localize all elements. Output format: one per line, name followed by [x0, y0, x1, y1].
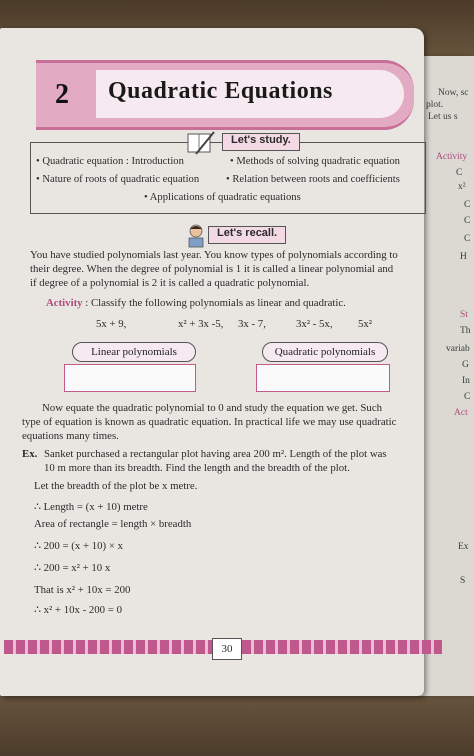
lets-study-tab: Let's study. — [222, 133, 300, 151]
solution-line: ∴ 200 = x² + 10 x — [34, 562, 111, 574]
study-item: • Applications of quadratic equations — [144, 192, 301, 203]
next-page-fragment: Now, sc — [438, 88, 469, 98]
example-label: Ex. — [22, 448, 38, 460]
solution-line: Area of rectangle = length × breadth — [34, 518, 192, 530]
activity-instruction: : Classify the following polynomials as linear and quadratic. — [85, 297, 346, 309]
chapter-number: 2 — [55, 79, 69, 110]
solution-line: ∴ Length = (x + 10) metre — [34, 501, 148, 513]
lets-recall-tab: Let's recall. — [208, 226, 286, 244]
quadratic-polynomials-label: Quadratic polynomials — [262, 342, 388, 362]
intro-line: their degree. When the degree of polynomial is 1 it is called a linear polynomial and — [30, 263, 394, 275]
next-page-fragment: Act — [454, 408, 468, 418]
footer-pattern-right — [242, 640, 442, 654]
next-page-fragment: Let us s — [428, 112, 458, 122]
quadratic-answer-box[interactable] — [256, 364, 390, 392]
next-page-fragment: variab — [446, 344, 470, 354]
next-page-fragment: S — [460, 576, 466, 586]
polynomial: 3x - 7, — [238, 318, 266, 330]
solution-line: ∴ x² + 10x - 200 = 0 — [34, 604, 122, 616]
next-page-fragment: Th — [460, 326, 471, 336]
activity-label: Activity — [46, 297, 83, 309]
example-line: 10 m more than its breadth. Find the length and the breadth of the plot. — [44, 462, 350, 474]
solution-line: That is x² + 10x = 200 — [34, 584, 131, 596]
example-line: Sanket purchased a rectangular plot having area 200 m². Length of the plot was — [44, 448, 387, 460]
polynomial: 5x² — [358, 318, 373, 330]
study-item: • Relation between roots and coefficients — [226, 174, 400, 185]
next-page-fragment: C — [464, 234, 471, 244]
polynomial: 5x + 9, — [96, 318, 127, 330]
next-page-fragment: x² — [458, 182, 466, 192]
study-item: • Nature of roots of quadratic equation — [36, 174, 200, 185]
next-page-fragment: C — [464, 392, 471, 402]
intro-line: You have studied polynomials last year. You know types of polynomials according to — [30, 249, 398, 261]
solution-line: Let the breadth of the plot be x metre. — [34, 480, 198, 492]
polynomial: x² + 3x -5, — [178, 318, 224, 330]
linear-polynomials-label: Linear polynomials — [72, 342, 196, 362]
equate-line: equations many times. — [22, 430, 119, 442]
equate-line: type of equation is known as quadratic equation. In practical life we may use quadratic — [22, 416, 397, 428]
page-number: 30 — [212, 638, 242, 660]
next-page-fragment: H — [460, 252, 467, 262]
student-icon — [184, 222, 208, 248]
study-item: • Methods of solving quadratic equation — [230, 156, 400, 167]
next-page — [420, 56, 474, 696]
book-pencil-icon — [186, 128, 216, 156]
next-page-fragment: C — [456, 168, 463, 178]
linear-answer-box[interactable] — [64, 364, 196, 392]
next-page-fragment: C — [464, 216, 471, 226]
equate-line: Now equate the quadratic polynomial to 0 and study the equation we get. Such — [42, 402, 383, 414]
background-bottom — [0, 690, 474, 756]
polynomial: 3x² - 5x, — [296, 318, 333, 330]
intro-line: if degree of a polynomial is 2 it is called a quadratic polynomial. — [30, 277, 310, 289]
next-page-fragment: C — [464, 200, 471, 210]
study-item: • Quadratic equation : Introduction — [36, 156, 184, 167]
next-page-fragment: Activity — [436, 152, 468, 162]
chapter-title: Quadratic Equations — [108, 78, 333, 104]
solution-line: ∴ 200 = (x + 10) × x — [34, 540, 124, 552]
next-page-fragment: In — [462, 376, 470, 386]
next-page-fragment: St — [460, 310, 468, 320]
activity-line — [46, 297, 346, 310]
next-page-fragment: G — [462, 360, 469, 370]
footer-pattern-left — [4, 640, 212, 654]
next-page-fragment: Ex — [458, 542, 469, 552]
next-page-fragment: plot. — [426, 100, 444, 110]
